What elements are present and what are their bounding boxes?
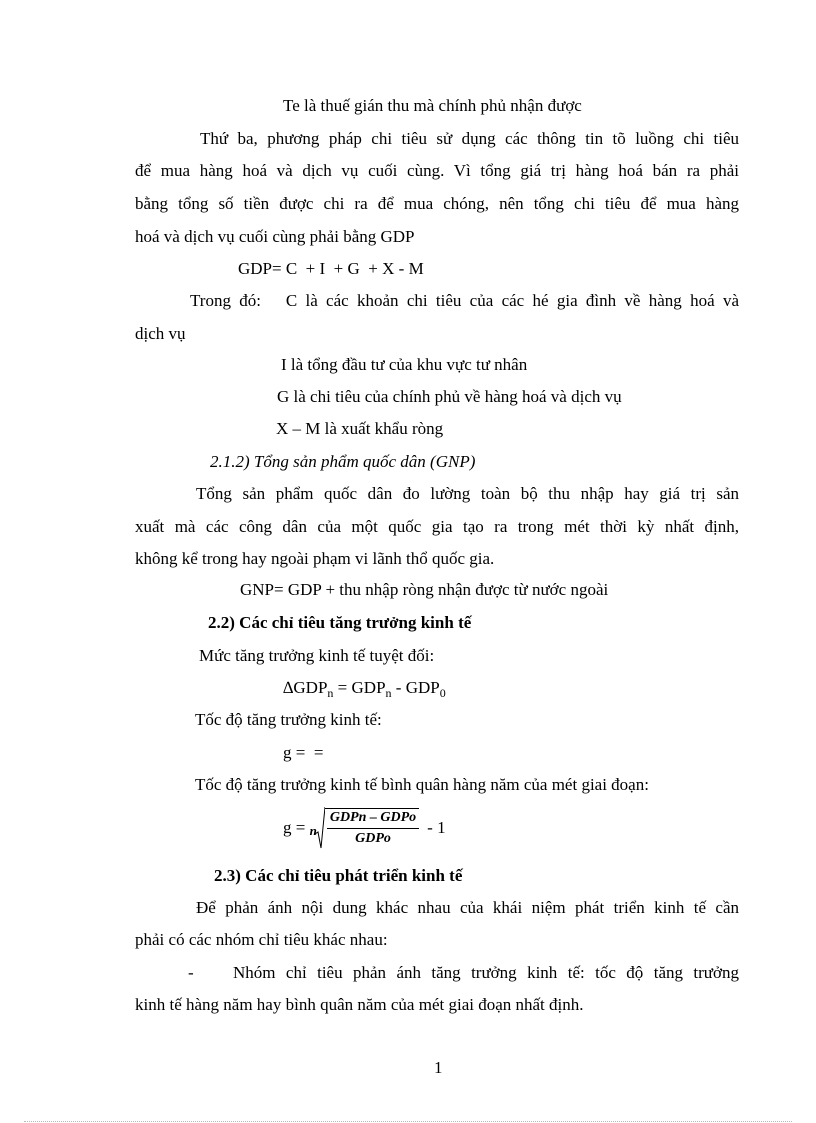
definition-item: G là chi tiêu của chính phủ về hàng hoá và dịch vụ [277,387,622,406]
fraction [327,809,419,848]
formula-average-growth [283,806,446,850]
formula-subscript: n [327,686,334,700]
fraction-denominator: GDPo [355,831,391,846]
definition-item: X – M là xuất khẩu ròng [276,419,444,438]
formula-part: - 1 [427,818,446,837]
formula-delta-gdp [283,677,446,699]
radical-body [325,808,419,848]
paragraph-development-line: phải có các nhóm chỉ tiêu khác nhau: [135,930,388,949]
root-index: n [309,823,317,838]
definition-line: dịch vụ [135,324,186,343]
formula-gnp: GNP= GDP + thu nhập ròng nhận được từ nước ngoài [240,580,609,599]
text-line-average-growth: Tốc độ tăng trưởng kinh tế bình quân hàng năm của mét giai đoạn: [195,775,649,794]
list-item-line: kinh tế hàng năm hay bình quân năm của mét giai đoạn nhất định. [135,995,584,1014]
page-bottom-divider [24,1121,792,1122]
section-heading-development: 2.3) Các chỉ tiêu phát triển kinh tế [214,866,463,885]
formula-part: g = [283,818,310,837]
definition-item: I là tổng đầu tư của khu vực tư nhân [281,355,528,374]
paragraph-gnp-line: không kể trong hay ngoài phạm vi lãnh thổ quốc gia. [135,549,495,568]
list-item-line: Nhóm chỉ tiêu phản ánh tăng trưởng kinh tế: tốc độ tăng trưởng [233,963,739,982]
section-heading-growth: 2.2) Các chỉ tiêu tăng trưởng kinh tế [208,613,472,632]
definition-line: Trong đó: C là các khoản chi tiêu của các hé gia đình về hàng hoá và [190,291,739,310]
paragraph-expenditure-line: hoá và dịch vụ cuối cùng phải bằng GDP [135,227,415,246]
radical-sign-icon [315,806,325,850]
list-bullet-dash: - [188,963,194,982]
section-heading-gnp: 2.1.2) Tổng sản phẩm quốc dân (GNP) [210,452,476,471]
paragraph-expenditure-line: Thứ ba, phương pháp chi tiêu sử dụng các thông tin tõ luồng chi tiêu [200,129,739,148]
formula-gdp: GDP= C + I + G + X - M [238,259,424,278]
paragraph-gnp-line: Tổng sản phẩm quốc dân đo lường toàn bộ thu nhập hay giá trị sản [196,484,739,503]
formula-part: ∆GDP [283,678,328,697]
formula-part: = GDP [333,678,386,697]
text-line-tax: Te là thuế gián thu mà chính phủ nhận được [283,96,582,115]
formula-subscript: 0 [439,686,446,700]
text-line-growth-rate: Tốc độ tăng trưởng kinh tế: [195,710,382,729]
paragraph-gnp-line: xuất mà các công dân của một quốc gia tạo ra trong mét thời kỳ nhất định, [135,517,739,536]
page-number: 1 [434,1058,443,1077]
fraction-numerator: GDPn – GDPo [327,809,419,829]
paragraph-expenditure-line: bằng tổng số tiền được chi ra để mua chóng, nên tổng chi tiêu để mua hàng [135,194,739,213]
paragraph-expenditure-line: để mua hàng hoá và dịch vụ cuối cùng. Vì tổng giá trị hàng hoá bán ra phải [135,161,739,180]
formula-subscript: n [385,686,392,700]
text-line-absolute-growth: Mức tăng trưởng kinh tế tuyệt đối: [199,646,435,665]
formula-part: - GDP [391,678,440,697]
paragraph-development-line: Để phản ánh nội dung khác nhau của khái niệm phát triển kinh tế cần [196,898,739,917]
radical [310,806,420,850]
formula-growth-rate: g = = [283,743,324,762]
